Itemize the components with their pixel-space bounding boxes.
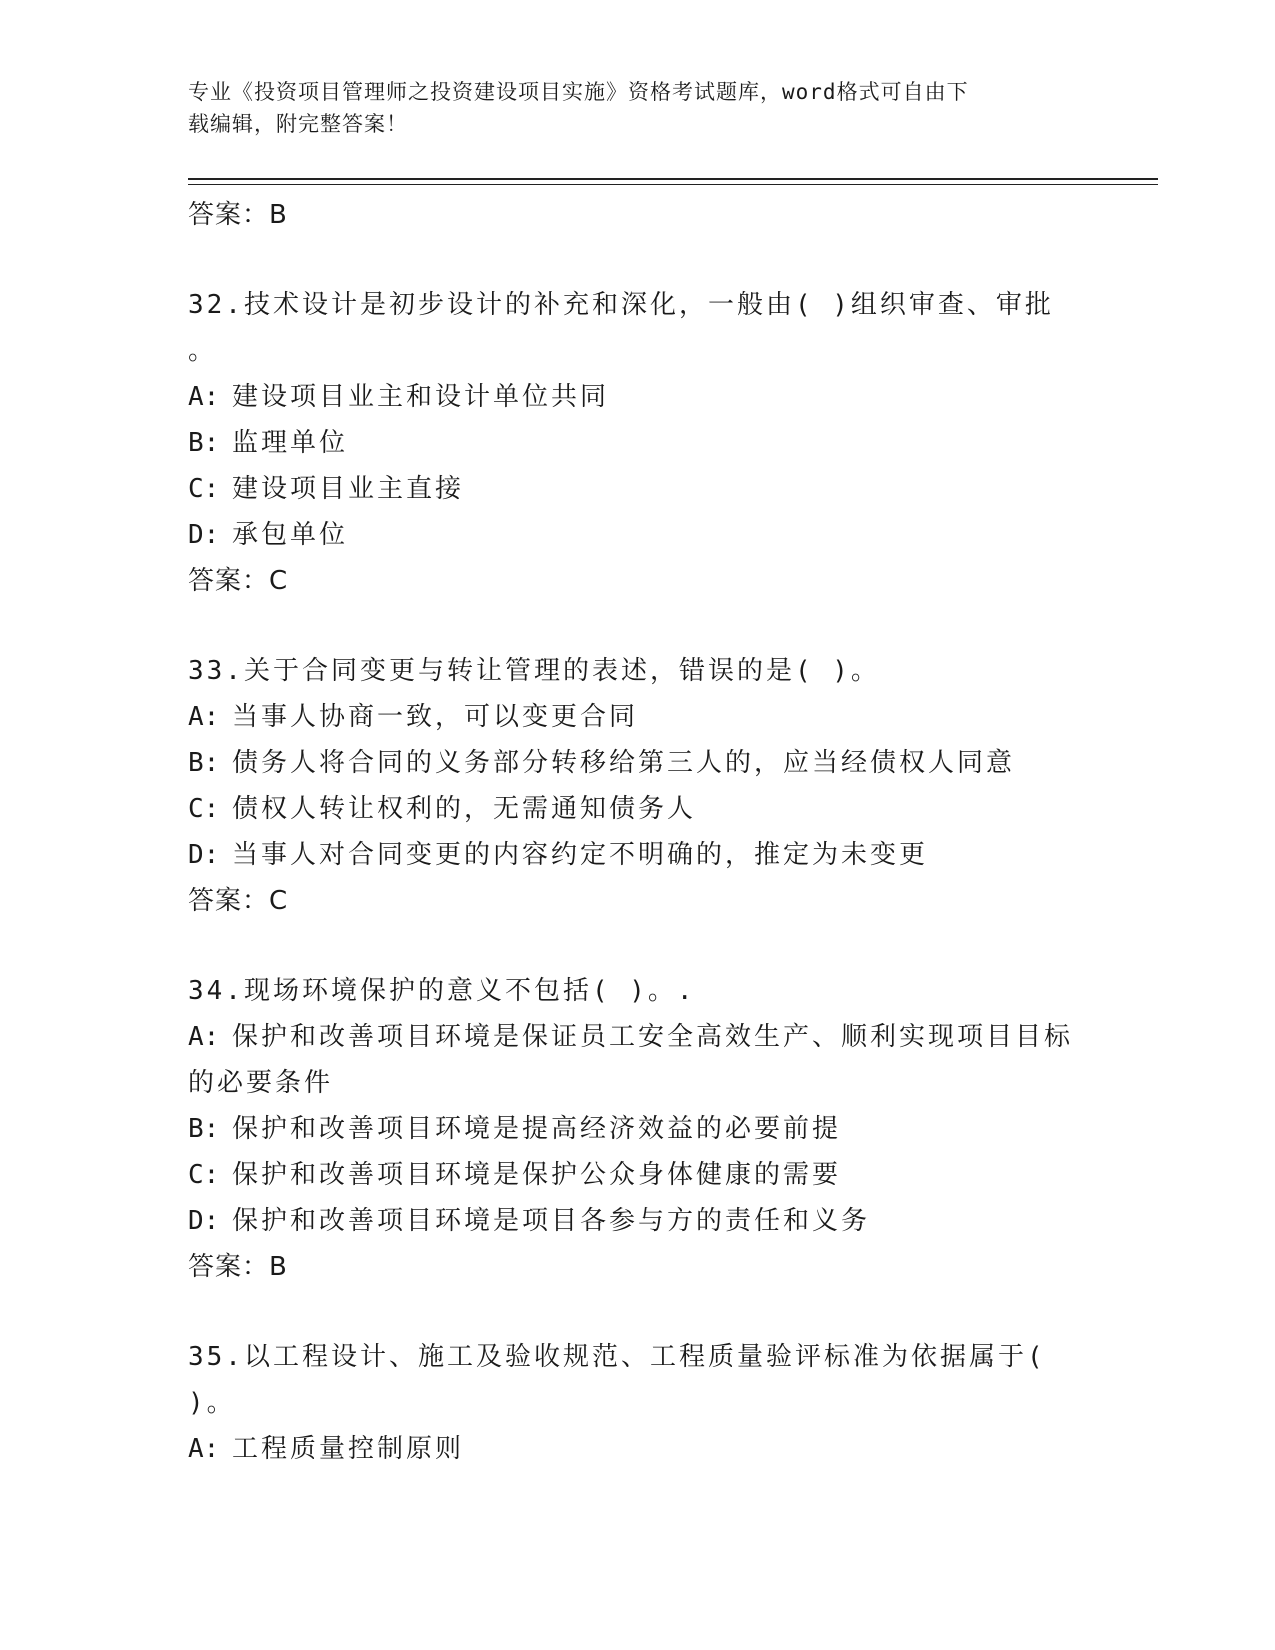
answer: 答案：C xyxy=(188,886,289,916)
option-d xyxy=(188,1198,1088,1244)
option-a xyxy=(188,1426,1088,1472)
option-letter: C: xyxy=(188,794,220,824)
option-a xyxy=(188,374,1088,420)
option-letter: A: xyxy=(188,1434,220,1464)
question-list xyxy=(188,192,1088,1472)
option-letter: D: xyxy=(188,520,220,550)
option-a xyxy=(188,694,1088,740)
option-b xyxy=(188,1106,1088,1152)
spacer xyxy=(188,238,1088,282)
question-33 xyxy=(188,648,1088,924)
option-a-continued: 的必要条件 xyxy=(188,1068,334,1098)
option-letter: D: xyxy=(188,840,220,870)
option-text: 承包单位 xyxy=(232,520,349,550)
option-c xyxy=(188,786,1088,832)
header-divider-thin xyxy=(188,184,1158,185)
answer: 答案：C xyxy=(188,566,289,596)
option-b xyxy=(188,420,1088,466)
option-text: 保护和改善项目环境是保护公众身体健康的需要 xyxy=(232,1160,842,1190)
question-stem: 34.现场环境保护的意义不包括( )。. xyxy=(188,976,696,1006)
option-c xyxy=(188,466,1088,512)
question-stem: 35.以工程设计、施工及验收规范、工程质量验评标准为依据属于( xyxy=(188,1342,1046,1372)
header-divider-thick xyxy=(188,178,1158,180)
option-letter: C: xyxy=(188,474,220,504)
option-text: 保护和改善项目环境是项目各参与方的责任和义务 xyxy=(232,1206,871,1236)
question-34 xyxy=(188,968,1088,1290)
option-letter: B: xyxy=(188,1114,220,1144)
option-text: 建设项目业主和设计单位共同 xyxy=(232,382,610,412)
option-text: 监理单位 xyxy=(232,428,349,458)
option-text: 债务人将合同的义务部分转移给第三人的，应当经债权人同意 xyxy=(232,748,1016,778)
question-35 xyxy=(188,1334,1088,1472)
option-letter: A: xyxy=(188,382,220,412)
header-line-2: 载编辑，附完整答案！ xyxy=(188,112,408,136)
option-letter: C: xyxy=(188,1160,220,1190)
question-stem-continued: 。 xyxy=(188,336,218,366)
option-letter: A: xyxy=(188,702,220,732)
question-stem: 33.关于合同变更与转让管理的表述，错误的是( )。 xyxy=(188,656,880,686)
option-text: 当事人协商一致，可以变更合同 xyxy=(232,702,639,732)
option-d xyxy=(188,832,1088,878)
header-line-1: 专业《投资项目管理师之投资建设项目实施》资格考试题库，word格式可自由下 xyxy=(188,80,969,104)
option-letter: B: xyxy=(188,428,220,458)
option-text: 保护和改善项目环境是保证员工安全高效生产、顺利实现项目目标 xyxy=(232,1022,1074,1052)
option-text: 建设项目业主直接 xyxy=(232,474,465,504)
option-b xyxy=(188,740,1088,786)
option-text: 当事人对合同变更的内容约定不明确的，推定为未变更 xyxy=(232,840,929,870)
option-text: 保护和改善项目环境是提高经济效益的必要前提 xyxy=(232,1114,842,1144)
option-c xyxy=(188,1152,1088,1198)
question-stem-continued: )。 xyxy=(188,1388,236,1418)
option-a xyxy=(188,1014,1088,1060)
option-text: 债权人转让权利的，无需通知债务人 xyxy=(232,794,697,824)
option-letter: A: xyxy=(188,1022,220,1052)
option-letter: D: xyxy=(188,1206,220,1236)
question-32 xyxy=(188,282,1088,604)
option-text: 工程质量控制原则 xyxy=(232,1434,465,1464)
option-d xyxy=(188,512,1088,558)
answer: 答案：B xyxy=(188,1252,288,1282)
question-stem: 32.技术设计是初步设计的补充和深化，一般由( )组织审查、审批 xyxy=(188,290,1054,320)
option-letter: B: xyxy=(188,748,220,778)
spacer xyxy=(188,1290,1088,1334)
spacer xyxy=(188,604,1088,648)
previous-answer: 答案：B xyxy=(188,200,288,230)
spacer xyxy=(188,924,1088,968)
document-header xyxy=(188,76,1088,140)
